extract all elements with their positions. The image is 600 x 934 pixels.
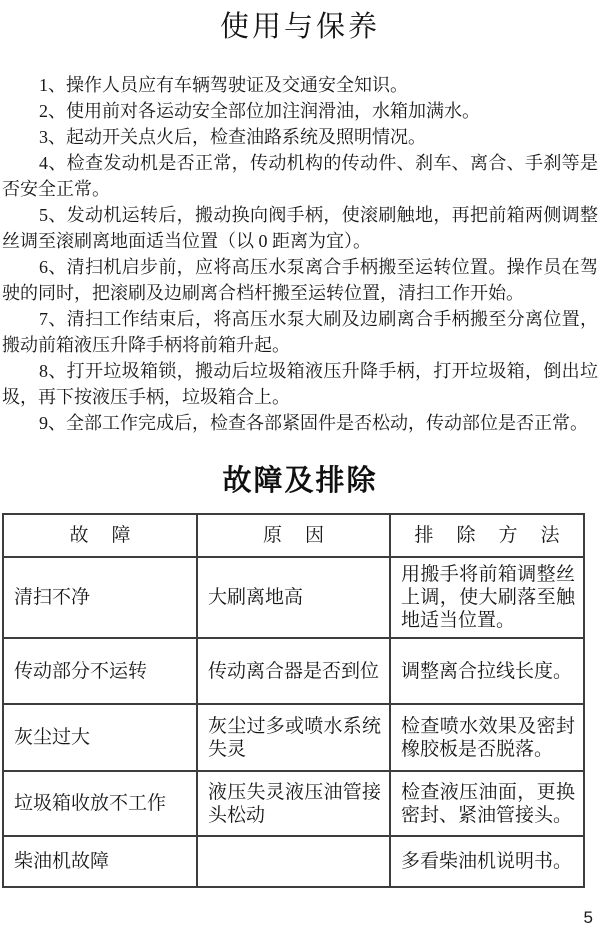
cause-cell: 传动离合器是否到位 xyxy=(197,638,390,704)
troubleshooting-table xyxy=(2,513,585,888)
remedy-cell: 检查液压油面，更换密封、紧油管接头。 xyxy=(390,771,584,836)
fault-cell: 垃圾箱收放不工作 xyxy=(3,771,197,836)
page-number: 5 xyxy=(583,908,593,927)
instruction-item-3: 3、起动开关点火后，检查油路系统及照明情况。 xyxy=(39,127,426,147)
instruction-item-1: 1、操作人员应有车辆驾驶证及交通安全知识。 xyxy=(39,75,408,95)
cause-cell: 液压失灵液压油管接头松动 xyxy=(197,771,390,836)
section-title: 故障及排除 xyxy=(222,465,378,497)
cause-cell xyxy=(197,836,390,887)
table-row xyxy=(3,557,584,638)
instruction-item-4: 4、检查发动机是否正常，传动机构的传动件、刹车、离合、手刹等是否安全正常。 xyxy=(2,153,598,199)
fault-cell: 柴油机故障 xyxy=(3,836,197,887)
table-row xyxy=(3,836,584,887)
fault-cell: 灰尘过大 xyxy=(3,704,197,771)
table-header-row xyxy=(3,514,584,557)
fault-cell: 清扫不净 xyxy=(3,557,197,638)
page-title: 使用与保养 xyxy=(219,11,380,43)
instruction-item-8: 8、打开垃圾箱锁，搬动后垃圾箱液压升降手柄，打开垃圾箱，倒出垃圾，再下按液压手柄，垃圾箱合上。 xyxy=(2,361,598,407)
instruction-item-7: 7、清扫工作结束后，将高压水泵大刷及边刷离合手柄搬至分离位置，搬动前箱液压升降手柄将前箱升起。 xyxy=(2,309,598,355)
table-row xyxy=(3,771,584,836)
instruction-item-9: 9、全部工作完成后，检查各部紧固件是否松动，传动部位是否正常。 xyxy=(39,413,588,433)
instruction-item-2: 2、使用前对各运动安全部位加注润滑油，水箱加满水。 xyxy=(39,101,480,121)
remedy-cell: 用搬手将前箱调整丝上调，使大刷落至触地适当位置。 xyxy=(390,557,584,638)
cause-cell: 灰尘过多或喷水系统失灵 xyxy=(197,704,390,771)
instruction-item-6: 6、清扫机启步前，应将高压水泵离合手柄搬至运转位置。操作员在驾驶的同时，把滚刷及边刷离合档杆搬至运转位置，清扫工作开始。 xyxy=(2,257,598,303)
table-row xyxy=(3,638,584,704)
column-header-cause: 原 因 xyxy=(197,514,390,557)
column-header-fault: 故 障 xyxy=(3,514,197,557)
remedy-cell: 多看柴油机说明书。 xyxy=(390,836,584,887)
fault-cell: 传动部分不运转 xyxy=(3,638,197,704)
cause-cell: 大刷离地高 xyxy=(197,557,390,638)
instructions-section xyxy=(2,72,598,436)
instruction-item-5: 5、发动机运转后，搬动换向阀手柄，使滚刷触地，再把前箱两侧调整丝调至滚刷离地面适当位置（以 0 距离为宜）。 xyxy=(2,205,598,251)
remedy-cell: 检查喷水效果及密封橡胶板是否脱落。 xyxy=(390,704,584,771)
column-header-remedy: 排 除 方 法 xyxy=(390,514,584,557)
table-row xyxy=(3,704,584,771)
remedy-cell: 调整离合拉线长度。 xyxy=(390,638,584,704)
